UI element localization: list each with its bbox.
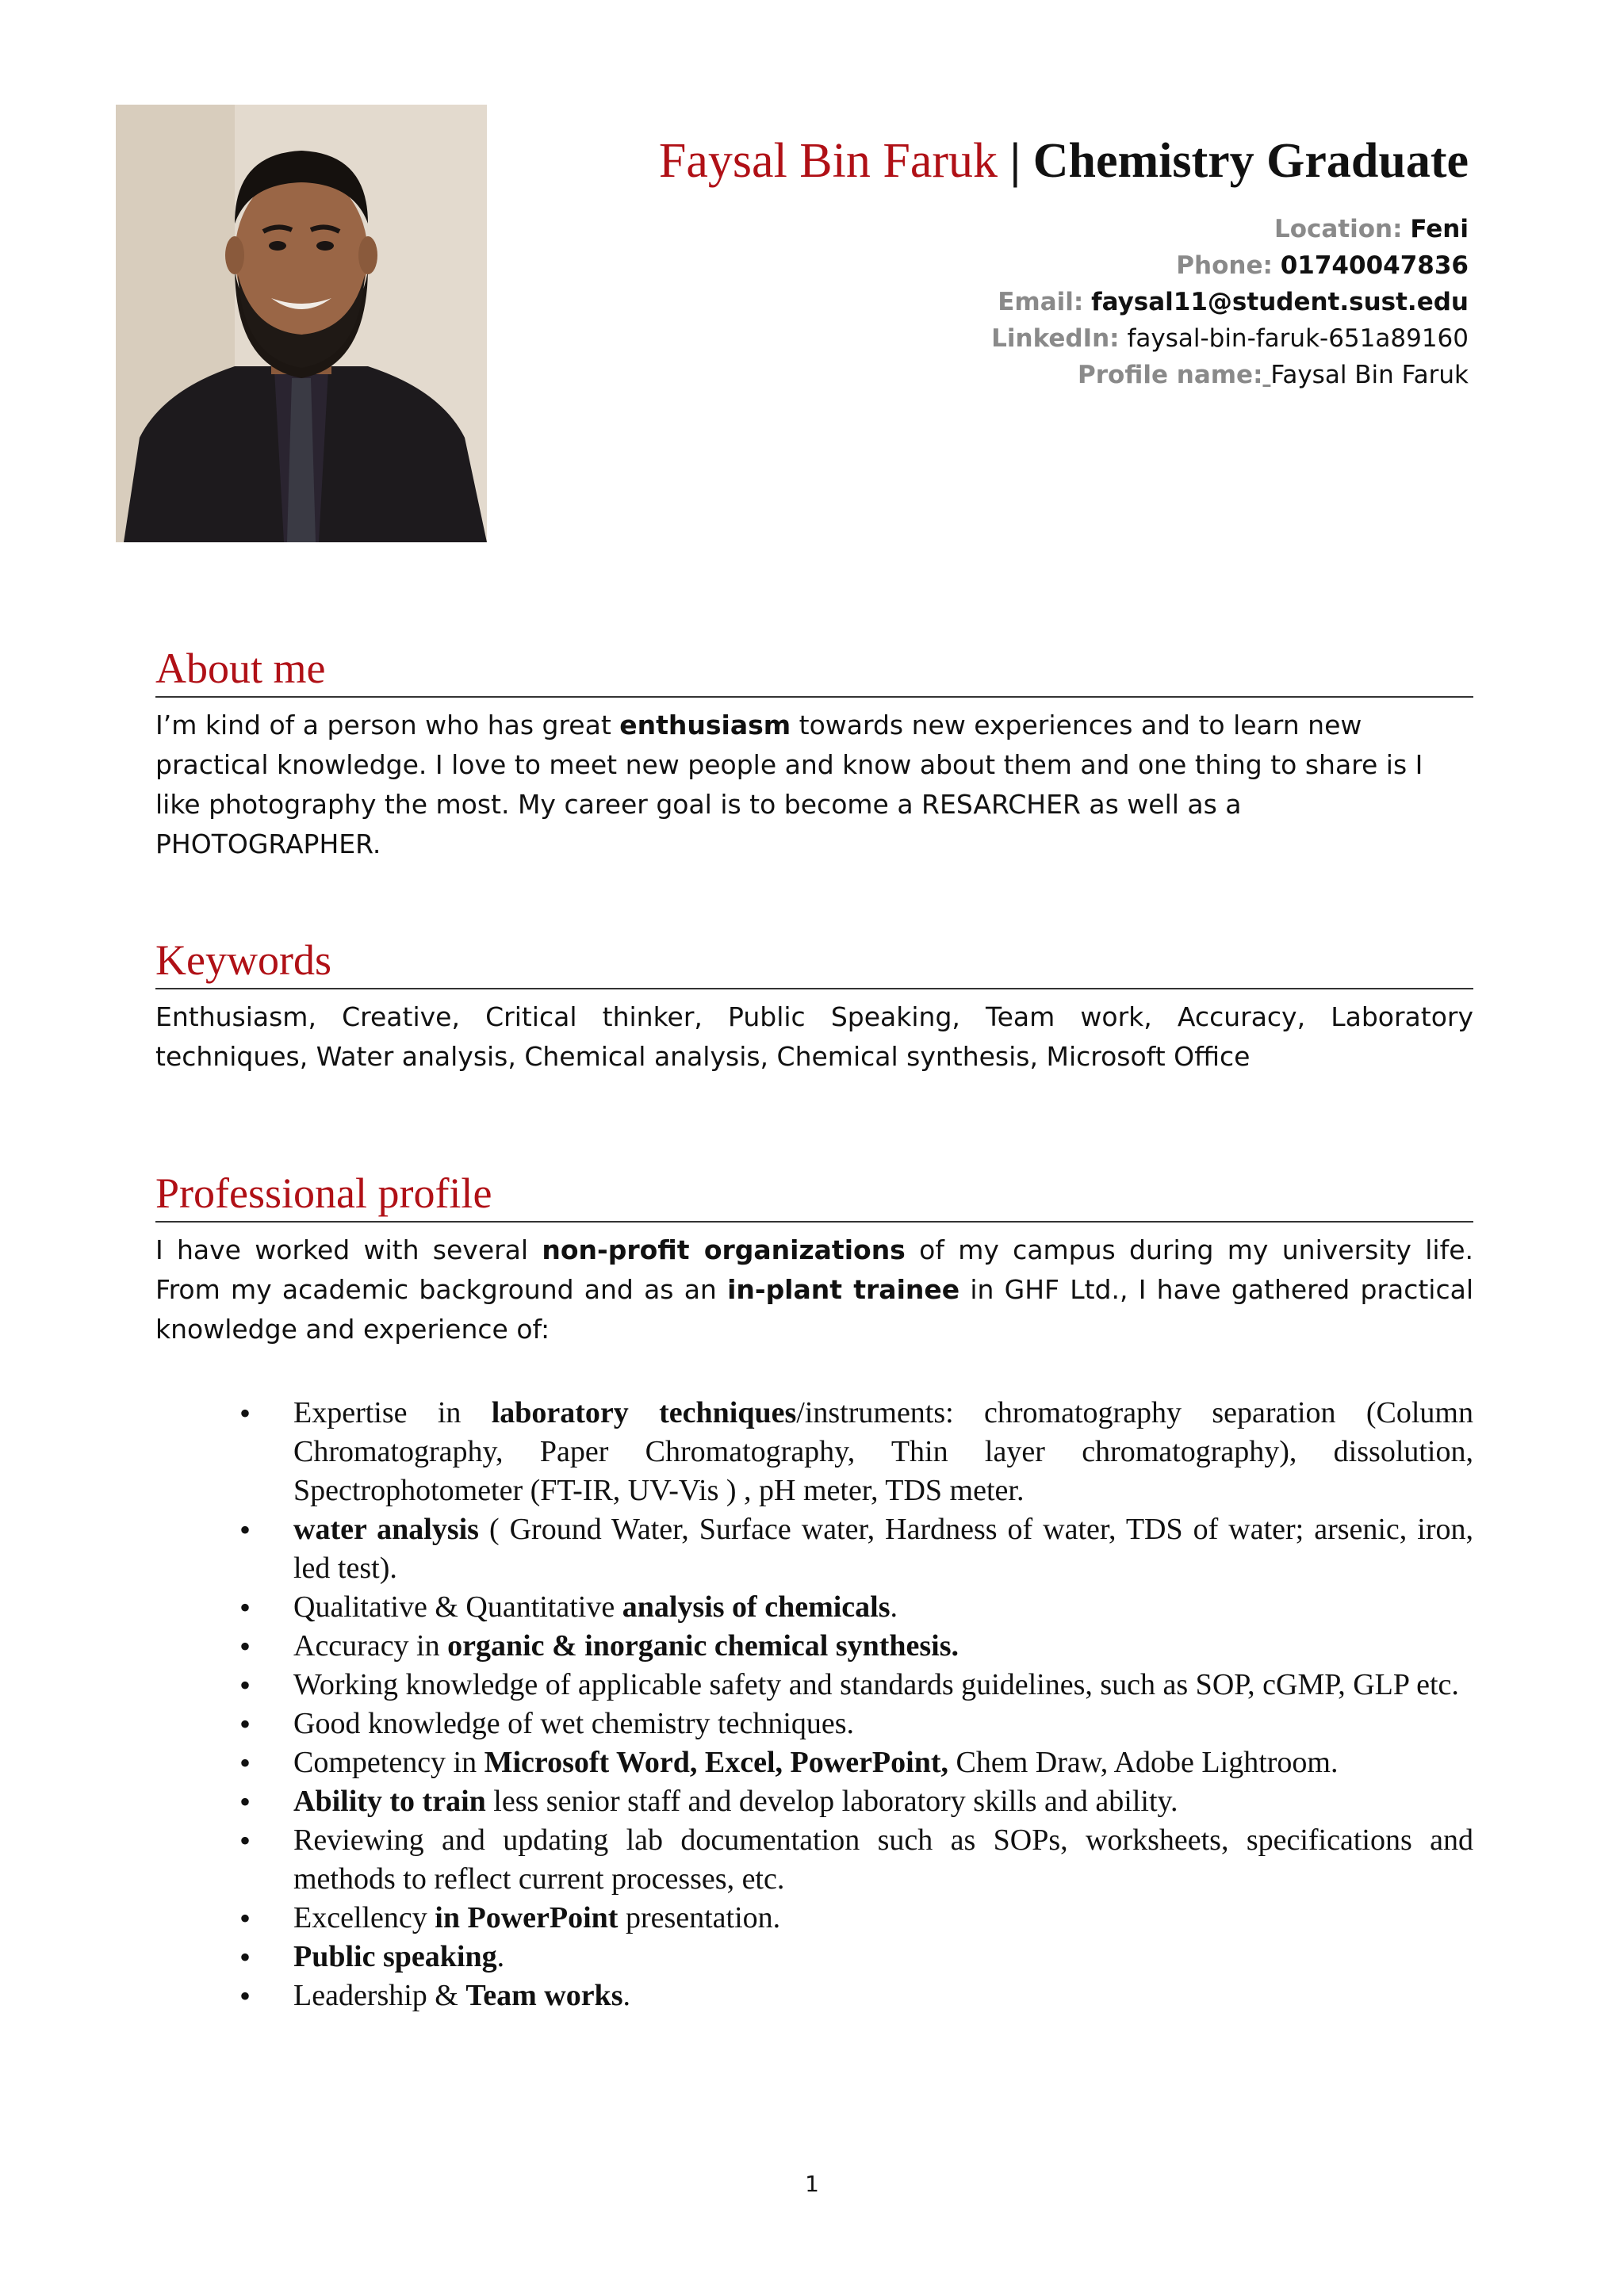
professional-text-part: in GHF Ltd., I have gathered practical knowledge and experience of:	[155, 1274, 1473, 1345]
list-item	[239, 1743, 1473, 1782]
profile-name-spacer	[1262, 361, 1270, 389]
list-item-bold: water analysis	[293, 1513, 479, 1546]
list-item	[239, 1899, 1473, 1938]
page-number: 1	[805, 2171, 819, 2197]
list-item-text: Accuracy in	[293, 1629, 448, 1663]
list-item	[239, 1821, 1473, 1899]
list-item-text: Excellency	[293, 1901, 435, 1934]
list-item-text: presentation.	[618, 1901, 781, 1934]
list-item-bold: in PowerPoint	[435, 1901, 619, 1934]
about-heading: About me	[155, 644, 1473, 698]
list-item	[239, 1938, 1473, 1976]
keywords-text: Enthusiasm, Creative, Critical thinker, Public Speaking, Team work, Accuracy, Laboratory techniques, Water analysis, Chemical analysis, Chemical synthesis, Microsoft Office	[155, 1001, 1473, 1072]
list-item-text: Reviewing and updating lab documentation such as SOPs, worksheets, specifications and methods to reflect current processes, etc.	[293, 1823, 1473, 1896]
list-item-text: .	[496, 1940, 505, 1973]
about-section	[155, 644, 1473, 864]
email-value[interactable]: faysal11@student.sust.edu	[1091, 288, 1469, 316]
bullet-icon: •	[239, 1745, 251, 1781]
list-item-text: ( Ground Water, Surface water, Hardness of water, TDS of water; arsenic, iron, led test).	[293, 1513, 1474, 1585]
contact-info	[991, 211, 1469, 393]
bullet-icon: •	[239, 1512, 251, 1548]
contact-phone	[991, 247, 1469, 284]
contact-profile-name	[991, 357, 1469, 393]
professional-text-bold: non-profit organizations	[542, 1234, 906, 1265]
bullet-icon: •	[239, 1784, 251, 1820]
list-item	[239, 1976, 1473, 2015]
professional-text-bold: in-plant trainee	[727, 1274, 960, 1305]
professional-text	[155, 1230, 1473, 1349]
skills-list	[239, 1394, 1474, 2015]
list-item-text: Expertise in	[293, 1396, 492, 1429]
bullet-icon: •	[239, 1939, 251, 1975]
contact-email	[991, 284, 1469, 320]
about-text-bold: enthusiasm	[619, 710, 791, 740]
bullet-icon: •	[239, 1628, 251, 1664]
phone-value: 01740047836	[1280, 251, 1469, 280]
list-item-text: Leadership &	[293, 1979, 466, 2012]
location-value: Feni	[1410, 215, 1469, 243]
list-item-bold: Microsoft Word, Excel, PowerPoint,	[484, 1746, 948, 1779]
contact-location	[991, 211, 1469, 247]
bullet-icon: •	[239, 1395, 251, 1431]
professional-text-part: of my campus during my university life. From my academic background and as an	[155, 1234, 1473, 1305]
contact-linkedin	[991, 320, 1469, 357]
bullet-icon: •	[239, 1978, 251, 2014]
list-item-text: .	[622, 1979, 630, 2012]
list-item-bold: Public speaking	[293, 1940, 497, 1973]
list-item	[239, 1588, 1473, 1627]
list-item	[239, 1666, 1473, 1705]
keywords-heading: Keywords	[155, 936, 1473, 989]
profile-photo	[116, 105, 487, 542]
bullet-icon: •	[239, 1706, 251, 1742]
linkedin-value[interactable]: faysal-bin-faruk-651a89160	[1127, 324, 1469, 353]
list-item-text: Good knowledge of wet chemistry techniques.	[293, 1707, 855, 1740]
email-label: Email:	[998, 288, 1084, 316]
bullet-icon: •	[239, 1667, 251, 1703]
list-item-bold: Team works	[465, 1979, 623, 2012]
list-item-bold: organic & inorganic chemical synthesis.	[447, 1629, 959, 1663]
list-item-bold: analysis of chemicals	[622, 1590, 891, 1624]
title-separator: |	[1009, 134, 1021, 188]
professional-text-part: I have worked with several	[155, 1234, 542, 1265]
profile-photo-illustration	[116, 105, 487, 542]
list-item	[239, 1782, 1473, 1821]
candidate-name: Faysal Bin Faruk	[658, 134, 998, 188]
list-item-text: /instruments: chromatography separation (Column Chromatography, Paper Chromatography, Thin layer chromatography), dissolution, Spectrophotometer (FT-IR, UV-Vis ) , pH meter, TDS meter.	[293, 1396, 1473, 1507]
list-item	[239, 1627, 1473, 1666]
list-item-text: Qualitative & Quantitative	[293, 1590, 622, 1624]
list-item-text: .	[890, 1590, 898, 1624]
about-text-part: towards new experiences and to learn new practical knowledge. I love to meet new people and know about them and one thing to share is I like photography the most. My career goal is to become a RESARCHER as well as a PHOTOGRAPHER.	[155, 710, 1423, 859]
resume-title	[659, 136, 1469, 186]
list-item-text: Working knowledge of applicable safety and standards guidelines, such as SOP, cGMP, GLP etc.	[293, 1668, 1459, 1701]
about-text	[155, 706, 1473, 864]
linkedin-label: LinkedIn:	[991, 324, 1120, 353]
list-item-bold: Ability to train	[293, 1785, 486, 1818]
candidate-title: Chemistry Graduate	[1032, 134, 1469, 188]
bullet-icon: •	[239, 1900, 251, 1936]
keywords-section	[155, 936, 1473, 1077]
phone-label: Phone:	[1176, 251, 1273, 280]
list-item	[239, 1510, 1474, 1588]
location-label: Location:	[1274, 215, 1403, 243]
list-item-bold: laboratory techniques	[491, 1396, 797, 1429]
profile-name-value: Faysal Bin Faruk	[1270, 361, 1469, 389]
professional-section	[155, 1169, 1473, 1349]
professional-heading: Professional profile	[155, 1169, 1473, 1223]
list-item-text: Competency in	[293, 1746, 485, 1779]
list-item-text: Chem Draw, Adobe Lightroom.	[948, 1746, 1339, 1779]
list-item	[239, 1705, 1473, 1743]
list-item-text: less senior staff and develop laboratory skills and ability.	[485, 1785, 1178, 1818]
about-text-part: I’m kind of a person who has great	[155, 710, 620, 740]
bullet-icon: •	[239, 1823, 251, 1858]
list-item	[239, 1394, 1473, 1510]
bullet-icon: •	[239, 1590, 251, 1625]
profile-name-label: Profile name:	[1078, 361, 1263, 389]
